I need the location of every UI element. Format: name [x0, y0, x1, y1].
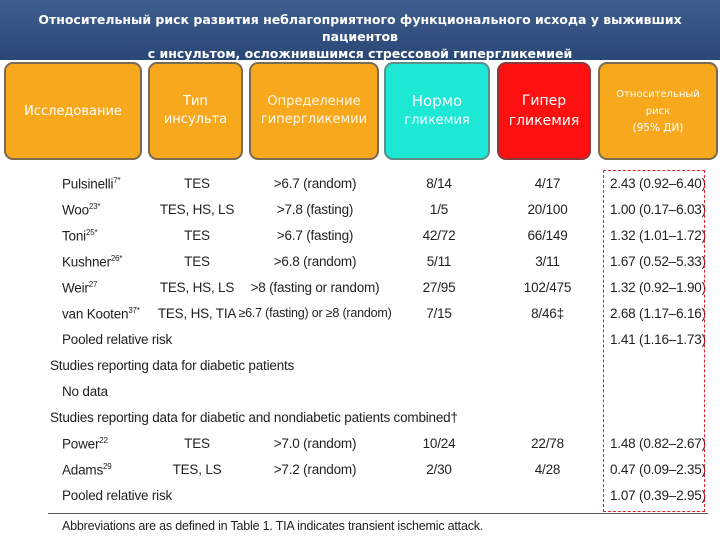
definition: >7.2 (random) — [273, 462, 357, 477]
header-normoglycemia — [384, 62, 490, 160]
study-name: Power — [62, 436, 100, 452]
study-name: Pulsinelli — [62, 176, 114, 192]
definition: ≥6.7 (fasting) or ≥8 (random) — [238, 306, 392, 320]
definition: >7.0 (random) — [273, 436, 357, 451]
stroke-type: TES — [184, 436, 210, 451]
header-type-line2: инсульта — [163, 112, 228, 127]
header-definition — [249, 62, 379, 160]
header-hyperglycemia — [497, 62, 591, 160]
header-rr-line3: (95% ДИ) — [632, 121, 684, 134]
no-data-label: No data — [62, 384, 108, 399]
study-ref: 7* — [113, 176, 121, 185]
study-ref: 22 — [99, 436, 108, 445]
definition: >6.7 (random) — [273, 176, 357, 191]
hyper-count: 20/100 — [527, 202, 568, 217]
study-name: Toni — [62, 228, 86, 244]
header-type-line1: Тип — [183, 94, 208, 109]
stroke-type: TES — [184, 228, 210, 243]
study-name: Kushner — [62, 254, 111, 270]
stroke-type: TES — [184, 176, 210, 191]
normo-count: 8/14 — [426, 176, 452, 191]
relative-risk: 0.47 (0.09–2.35) — [610, 462, 706, 477]
header-hyper-line1: Гипер — [521, 93, 567, 109]
normo-count: 7/15 — [426, 306, 452, 321]
header-study-label: Исследование — [24, 103, 122, 119]
pooled-relative-risk: 1.07 (0.39–2.95) — [610, 488, 706, 503]
normo-count: 1/5 — [429, 202, 449, 217]
header-hyper-line2: гликемия — [508, 113, 580, 129]
pooled-label: Pooled relative risk — [62, 332, 173, 347]
hyper-count: 102/475 — [523, 280, 572, 295]
study-ref: 26* — [110, 254, 123, 263]
definition: >7.8 (fasting) — [276, 202, 354, 217]
stroke-type: TES, LS — [172, 462, 222, 477]
hyper-count: 22/78 — [531, 436, 564, 451]
normo-count: 2/30 — [426, 462, 452, 477]
stroke-type: TES, HS, TIA — [157, 306, 237, 321]
header-rr-line2: риск — [645, 105, 671, 117]
study-ref: 37* — [128, 306, 140, 315]
relative-risk: 1.67 (0.52–5.33) — [610, 254, 706, 269]
normo-count: 10/24 — [422, 436, 456, 451]
slide-title — [0, 0, 720, 60]
table-footnote: Abbreviations are as defined in Table 1. TIA indicates transient ischemic attack. — [62, 519, 484, 533]
hyper-count: 8/46‡ — [531, 306, 564, 321]
relative-risk: 1.00 (0.17–6.03) — [610, 202, 706, 217]
definition: >8 (fasting or random) — [250, 280, 380, 295]
normo-count: 42/72 — [422, 228, 456, 243]
header-rr-line1: Относительный — [616, 88, 700, 100]
study-ref: 27 — [88, 280, 98, 289]
header-study — [4, 62, 142, 160]
header-definition-line2: гипергликемии — [260, 112, 368, 127]
slide-title-line2: с инсультом, осложнившимся стрессовой гипергликемией — [147, 46, 573, 61]
section-diabetic-label: Studies reporting data for diabetic patients — [50, 358, 295, 373]
header-relative-risk — [598, 62, 718, 160]
study-ref: 25* — [85, 228, 98, 237]
relative-risk-highlight-box — [603, 170, 705, 512]
header-definition-line1: Определение — [267, 94, 361, 109]
relative-risk: 2.43 (0.92–6.40) — [610, 176, 706, 191]
study-name: van Kooten — [62, 306, 129, 322]
stroke-type: TES, HS, LS — [159, 202, 235, 217]
hyper-count: 3/11 — [535, 254, 560, 269]
header-normo-line1: Нормо — [411, 92, 463, 110]
stroke-type: TES, HS, LS — [159, 280, 235, 295]
stroke-type: TES — [184, 254, 210, 269]
section-combined-label: Studies reporting data for diabetic and nondiabetic patients combined† — [50, 410, 458, 425]
slide-title-line1: Относительный риск развития неблагоприятного функционального исхода у выживших пациентов — [38, 12, 682, 44]
study-ref: 29 — [103, 462, 112, 471]
relative-risk: 2.68 (1.17–6.16) — [610, 306, 706, 321]
relative-risk: 1.32 (0.92–1.90) — [610, 280, 706, 295]
study-ref: 23* — [88, 202, 101, 211]
pooled-relative-risk: 1.41 (1.16–1.73) — [610, 332, 706, 347]
hyper-count: 4/28 — [534, 462, 561, 477]
header-normo-line2: гликемия — [404, 113, 470, 128]
pooled-label: Pooled relative risk — [62, 488, 173, 503]
definition: >6.8 (random) — [273, 254, 357, 269]
study-name: Woo — [62, 202, 89, 218]
hyper-count: 4/17 — [534, 176, 561, 191]
normo-count: 27/95 — [422, 280, 456, 295]
definition: >6.7 (fasting) — [276, 228, 354, 243]
header-stroke-type — [148, 62, 243, 160]
study-name: Weir — [62, 280, 89, 296]
relative-risk: 1.48 (0.82–2.67) — [610, 436, 706, 451]
study-name: Adams — [62, 462, 104, 478]
table-bottom-rule — [48, 513, 708, 514]
relative-risk: 1.32 (1.01–1.72) — [610, 228, 706, 243]
normo-count: 5/11 — [426, 254, 452, 269]
hyper-count: 66/149 — [527, 228, 568, 243]
